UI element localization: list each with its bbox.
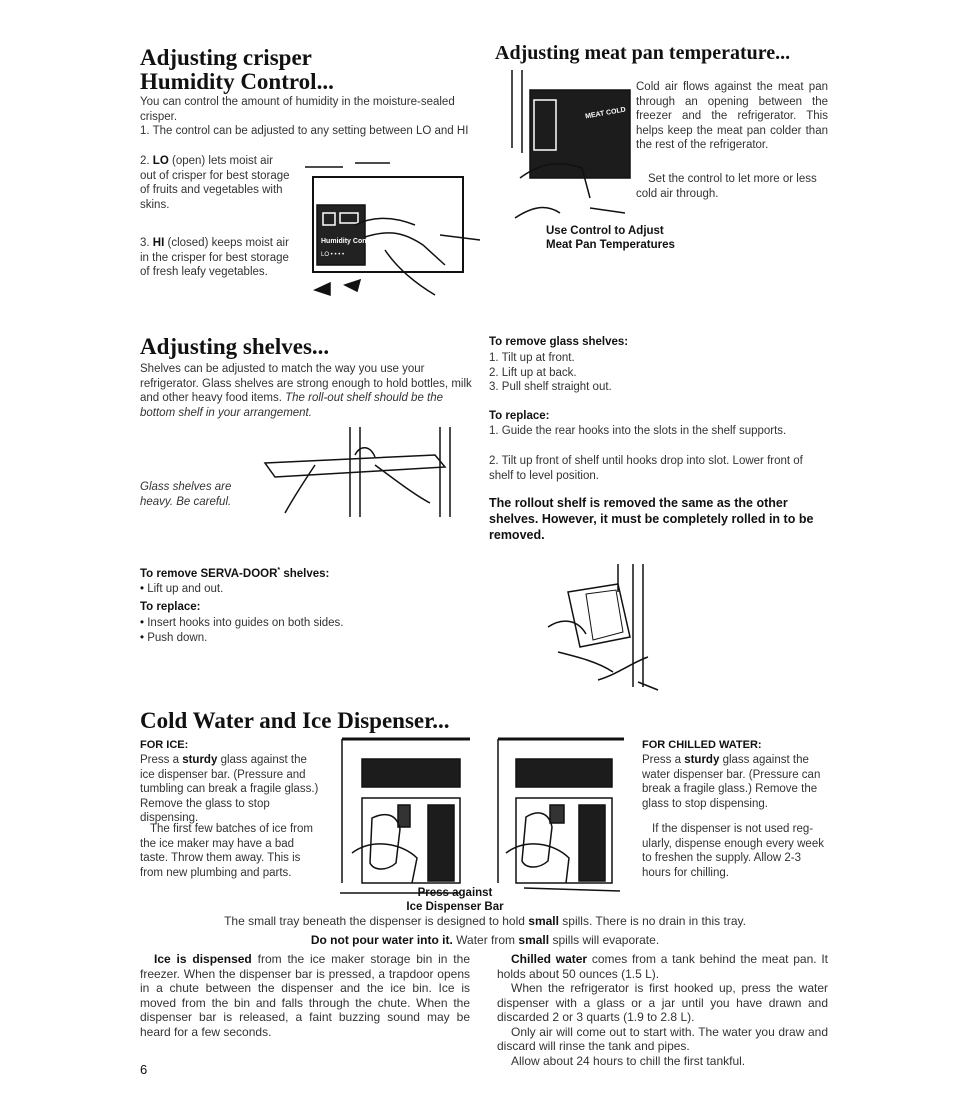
chilled-water-para1	[497, 952, 828, 981]
for-water-body: glass against the water dispenser bar. (Pressure can break a fragile glass.) Remove the glass to stop dispensing.	[642, 754, 821, 810]
crisper-item-1: 1. The control can be adjusted to any setting between LO and HI	[140, 125, 469, 137]
tray-bold: small	[528, 914, 559, 928]
remove-glass-step-2: 2. Lift up at back.	[489, 366, 577, 379]
crisper-humidity-illustration	[295, 155, 480, 305]
ice-dispenser-illustration	[332, 733, 477, 903]
crisper-item-2-num: 2.	[140, 155, 150, 167]
crisper-intro: You can control the amount of humidity in the moisture-sealed crisper.	[140, 96, 455, 123]
meat-pan-panel-text: MEAT COLD	[584, 106, 627, 121]
tray-pre: The small tray beneath the dispenser is designed to hold	[224, 914, 525, 928]
rollout-shelf-note: The rollout shelf is removed the same as the other shelves. However, it must be completely rolled in to be removed.	[489, 496, 814, 542]
remove-glass-step-1: 1. Tilt up at front.	[489, 352, 575, 364]
water-dispenser-illustration	[494, 733, 634, 898]
meat-pan-caption-line1: Use Control to Adjust	[546, 225, 664, 237]
serva-door-title	[140, 567, 329, 580]
for-ice-bold: sturdy	[182, 754, 218, 766]
glass-note-line2: heavy. Be careful.	[140, 495, 232, 508]
replace-glass-step-1: 1. Guide the rear hooks into the slots in the shelf supports.	[489, 425, 787, 437]
glass-shelf-illustration	[255, 425, 465, 520]
ice-dispensed-bold: Ice is dispensed	[154, 952, 252, 966]
shelves-title: Adjusting shelves...	[140, 334, 330, 359]
serva-door-steps	[140, 582, 223, 597]
replace-glass-step-2: 2. Tilt up front of shelf until hooks drop into slot. Lower front of shelf to level position.	[489, 455, 803, 482]
crisper-section-title	[140, 46, 480, 94]
meat-pan-caption-line2: Meat Pan Temperatures	[546, 239, 675, 251]
for-ice-title: FOR ICE:	[140, 739, 189, 751]
for-water-pre: Press a	[642, 754, 681, 766]
serva-door-title-prefix: To remove	[140, 567, 201, 580]
ice-dispensed-para	[140, 952, 470, 1039]
remove-glass-title: To remove glass shelves:	[489, 336, 629, 348]
serva-step-1: • Lift up and out.	[140, 582, 223, 597]
meat-pan-caption	[546, 224, 675, 252]
shelves-intro-italic: The roll-out shelf should be the bottom shelf in your arrangement.	[140, 392, 444, 419]
replace-glass-title: To replace:	[489, 410, 550, 422]
for-ice-body: glass against the ice dispenser bar. (Pressure and tumbling can break a fragile glass.) Remove the glass to stop dispensing.	[140, 754, 319, 824]
pour-mid: Water from	[456, 933, 516, 947]
ice-dispensed-text: from the ice maker storage bin in the freezer. When the dispenser bar is pressed, a trapdoor opens in a chute between the dispenser and the ice bin. Ice is moved from the bin and falls through the chute. When the dispenser bar is released, a faint buzzing sound may be heard for a few seconds.	[140, 952, 470, 1039]
for-ice-pre: Press a	[140, 754, 179, 766]
serva-replace-title: To replace:	[140, 601, 201, 613]
glass-note-line1: Glass shelves are	[140, 481, 232, 493]
pour-post: spills will evaporate.	[552, 933, 660, 947]
crisper-title-line1: Adjusting crisper	[140, 45, 312, 70]
humidity-control-label: Humidity Control	[321, 238, 378, 245]
crisper-item-3-text: (closed) keeps moist air in the crisper for best storage of fresh leafy vegetables.	[140, 237, 289, 278]
chilled-water-para4: Allow about 24 hours to chill the first tankful.	[511, 1053, 746, 1068]
serva-door-title-bold: SERVA-DOOR	[200, 567, 278, 580]
chilled-water-bold: Chilled water	[511, 952, 588, 966]
ice-caption-line2: Ice Dispenser Bar	[406, 901, 504, 913]
chilled-water-text: comes from a tank behind the meat pan. It holds about 50 ounces (1.5 L).	[497, 952, 829, 981]
serva-door-title-suffix: shelves:	[283, 567, 330, 580]
chilled-water-para3: Only air will come out to start with. The water you draw and discard will rinse the tank and pipes.	[497, 1024, 828, 1053]
shelves-intro-block	[140, 362, 472, 420]
crisper-item-3-num: 3.	[140, 237, 150, 249]
humidity-scale-label: LO • • • •	[321, 252, 345, 258]
crisper-item-2-text: (open) lets moist air out of crisper for best storage of fruits and vegetables with skins.	[140, 155, 290, 211]
tray-note	[140, 914, 830, 929]
page-number: 6	[140, 1062, 148, 1077]
crisper-item-2-bold: LO	[152, 155, 169, 167]
meat-pan-illustration	[500, 68, 650, 228]
serva-door-shelf-illustration	[538, 562, 668, 690]
pour-note	[140, 933, 830, 948]
meat-pan-para2: Set the control to let more or less cold air through.	[636, 173, 817, 200]
dispenser-title: Cold Water and Ice Dispenser...	[140, 708, 450, 733]
remove-glass-step-3: 3. Pull shelf straight out.	[489, 381, 612, 393]
remove-glass-steps	[489, 351, 819, 395]
for-ice-text	[140, 753, 322, 826]
ice-caption-line1: Press against	[417, 887, 493, 899]
pour-bold: Do not pour water into it.	[310, 933, 453, 947]
tray-post: spills. There is no drain in this tray.	[562, 914, 746, 928]
crisper-item-2	[140, 154, 290, 212]
meat-pan-title: Adjusting meat pan temperature...	[495, 42, 791, 64]
for-water-text	[642, 753, 828, 811]
serva-trademark: *	[277, 567, 281, 574]
serva-replace-step-1: • Insert hooks into guides on both sides.	[140, 616, 344, 631]
meat-pan-para1: Cold air flows against the meat pan through an opening between the freezer and the refrigerator. This helps keep the meat pan colder than the rest of the refrigerator.	[636, 81, 828, 151]
serva-replace-steps	[140, 616, 344, 645]
pour-bold-2: small	[518, 933, 550, 947]
chilled-water-block	[497, 952, 828, 1068]
crisper-title-line2: Humidity Control...	[140, 69, 334, 94]
chilled-water-para2: When the refrigerator is first hooked up, press the water dispenser with a glass or a jar until you have drawn and discarded 2 or 3 quarts (1.9 to 2.8 L).	[497, 981, 828, 1024]
for-water-title: FOR CHILLED WATER:	[642, 739, 762, 751]
crisper-item-3	[140, 236, 290, 280]
for-water-para2: If the dispenser is not used regularly, dispense enough every week to freshen the supply. Allow 2-3 hours for chilling.	[642, 823, 824, 879]
shelves-intro: Shelves can be adjusted to match the way you use your refrigerator. Glass shelves are strong enough to hold bottles, milk and other heavy food items.	[140, 363, 472, 404]
for-water-bold: sturdy	[684, 754, 720, 766]
serva-replace-step-2: • Push down.	[140, 631, 344, 646]
crisper-item-3-bold: HI	[152, 237, 165, 249]
for-ice-para2: The first few batches of ice from the ice maker may have a bad taste. Throw them away. This is from new plumbing and parts.	[140, 823, 313, 879]
glass-shelf-note	[140, 480, 231, 509]
